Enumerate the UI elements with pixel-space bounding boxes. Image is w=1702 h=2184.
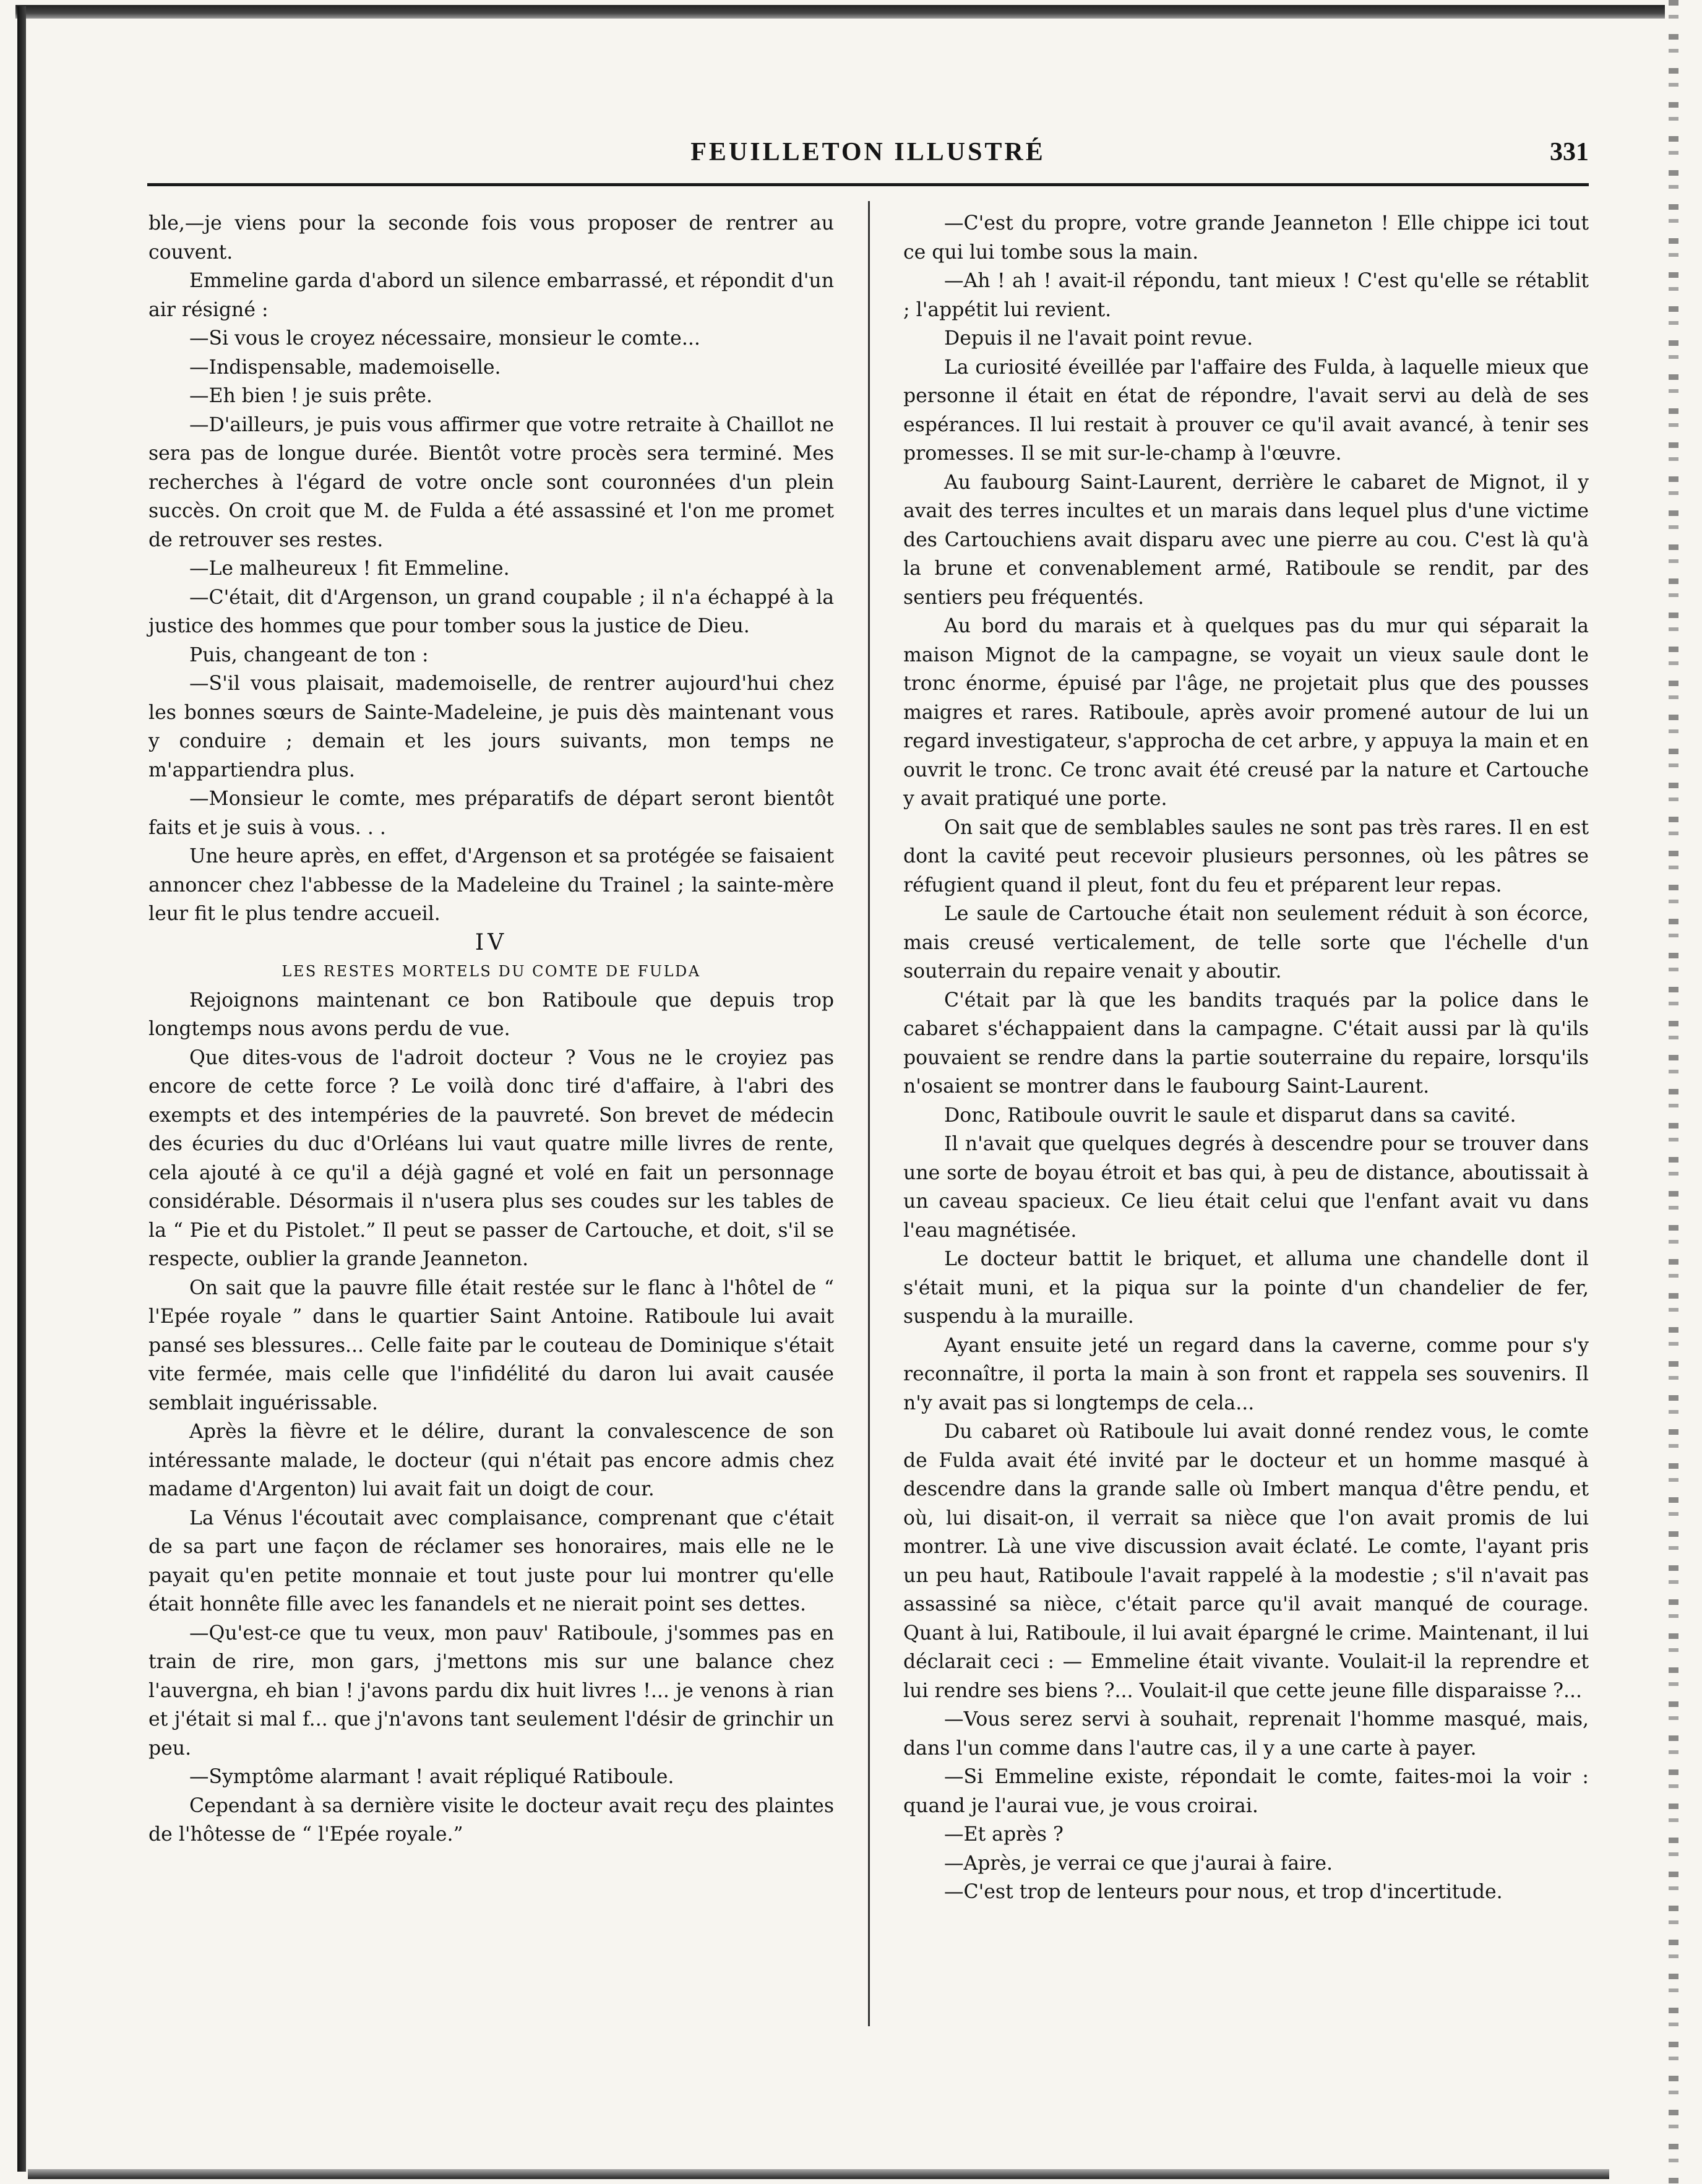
paragraph: Cependant à sa dernière visite le docteur avait reçu des plaintes de l'hôtesse de “ l'Epée royale.” — [148, 1794, 834, 1846]
paragraph: —Et après ? — [944, 1823, 1064, 1846]
paragraph: Donc, Ratiboule ouvrit le saule et disparut dans sa cavité. — [944, 1104, 1516, 1127]
scan-edge-right — [1669, 0, 1678, 2184]
scan-edge-top — [15, 5, 1665, 19]
paragraph: Le docteur battit le briquet, et alluma une chandelle dont il s'était muni, et la piqua sur la pointe d'un chandelier de fer, suspendu à la muraille. — [903, 1248, 1589, 1328]
paragraph: —C'est trop de lenteurs pour nous, et trop d'incertitude. — [944, 1881, 1503, 1903]
paragraph: C'était par là que les bandits traqués par la police dans le cabaret s'échappaient dans la campagne. C'était aussi par là qu'ils pouvaient se rendre dans la partie souterraine du repaire, lorsqu'ils n'osaient se montrer dans le faubourg Saint-Laurent. — [903, 989, 1589, 1098]
paragraph: —Après, je verrai ce que j'aurai à faire. — [944, 1852, 1333, 1875]
paragraph: —Indispensable, mademoiselle. — [189, 356, 501, 379]
paragraph: Que dites-vous de l'adroit docteur ? Vous ne le croyiez pas encore de cette force ? Le voilà donc tiré d'affaire, à l'abri des exempts et des intempéries de la pauvreté. Son brevet de médecin des écuries du duc d'Orléans lui vaut quatre mille livres de rente, cela ajouté à ce qu'il a déjà gagné et volé en fait un personnage considérable. Désormais il n'usera plus ses coudes sur les tables de la “ Pie et du Pistolet.” Il peut se passer de Cartouche, et doit, s'il se respecte, oublier la grande Jeanneton. — [148, 1046, 834, 1270]
right-column — [903, 209, 1589, 1907]
left-column — [148, 209, 834, 1849]
paragraph: Il n'avait que quelques degrés à descendre pour se trouver dans une sorte de boyau étroit et bas qui, à peu de distance, aboutissait à un caveau spacieux. Ce lieu était celui que l'enfant avait vu dans l'eau magnétisée. — [903, 1133, 1589, 1242]
paragraph: —Monsieur le comte, mes préparatifs de départ seront bientôt faits et je suis à vous. . . — [148, 788, 834, 839]
paragraph: Le saule de Cartouche était non seulement réduit à son écorce, mais creusé verticalement, de telle sorte que l'échelle d'un souterrain du repaire venait y aboutir. — [903, 903, 1589, 982]
running-title: FEUILLETON ILLUSTRÉ — [690, 138, 1046, 166]
paragraph: —Symptôme alarmant ! avait répliqué Ratiboule. — [189, 1766, 674, 1788]
paragraph: Depuis il ne l'avait point revue. — [944, 327, 1253, 350]
scan-edge-left — [17, 6, 26, 2172]
paragraph: Emmeline garda d'abord un silence embarrassé, et répondit d'un air résigné : — [148, 270, 834, 321]
chapter-title: LES RESTES MORTELS DU COMTE DE FULDA — [282, 963, 701, 980]
paragraph: On sait que la pauvre fille était restée sur le flanc à l'hôtel de “ l'Epée royale ” dans le quartier Saint Antoine. Ratiboule lui avait pansé ses blessures... Celle faite par le couteau de Dominique s'était vite fermée, mais celle que l'infidélité du daron lui avait causée semblait inguérissable. — [148, 1276, 834, 1414]
paragraph: —S'il vous plaisait, mademoiselle, de rentrer aujourd'hui chez les bonnes sœurs de Sainte-Madeleine, je puis dès maintenant vous y conduire ; demain et les jours suivants, mon temps ne m'appartiendra plus. — [148, 673, 834, 781]
page-header — [147, 137, 1589, 174]
paragraph: —Eh bien ! je suis prête. — [189, 385, 432, 407]
paragraph: —Qu'est-ce que tu veux, mon pauv' Ratiboule, j'sommes pas en train de rire, mon gars, j'mettons mis sur une balance chez l'auvergna, eh bian ! j'avons pardu dix huit livres !... je venons à rian et j'était si mal f... que j'n'avons tant seulement l'désir de grinchir un peu. — [148, 1622, 834, 1760]
paragraph: Au bord du marais et à quelques pas du mur qui séparait la maison Mignot de la campagne, se voyait un vieux saule dont le tronc énorme, épuisé par l'âge, ne projetait plus que des pousses maigres et rares. Ratiboule, après avoir promené autour de lui un regard investigateur, s'approcha de cet arbre, y appuya la main et en ouvrit le tronc. Ce tronc avait été creusé par la nature et Cartouche y avait pratiqué une porte. — [903, 615, 1589, 810]
paragraph: La Vénus l'écoutait avec complaisance, comprenant que c'était de sa part une façon de réclamer ses honoraires, mais elle ne le payait qu'en petite monnaie et tout juste pour lui montrer qu'elle était honnête fille avec les fanandels et ne nierait point ses dettes. — [148, 1507, 834, 1615]
paragraph: —C'était, dit d'Argenson, un grand coupable ; il n'a échappé à la justice des hommes que pour tomber sous la justice de Dieu. — [148, 586, 834, 637]
paragraph: Après la fièvre et le délire, durant la convalescence de son intéressante malade, le docteur (qui n'était pas encore admis chez madame d'Argenton) lui avait fait un doigt de cour. — [148, 1421, 834, 1500]
paragraph: Une heure après, en effet, d'Argenson et sa protégée se faisaient annoncer chez l'abbesse de la Madeleine du Trainel ; la sainte-mère leur fit le plus tendre accueil. — [148, 845, 834, 925]
paragraph: —Si vous le croyez nécessaire, monsieur le comte... — [189, 327, 700, 350]
paragraph: Rejoignons maintenant ce bon Ratiboule que depuis trop longtemps nous avons perdu de vue. — [148, 989, 834, 1040]
header-rule — [147, 183, 1589, 186]
paragraph: Ayant ensuite jeté un regard dans la caverne, comme pour s'y reconnaître, il porta la main à son front et rappela ses souvenirs. Il n'y avait pas si longtemps de cela... — [903, 1334, 1589, 1414]
paragraph: Du cabaret où Ratiboule lui avait donné rendez vous, le comte de Fulda avait été invité par le docteur et un homme masqué à descendre dans la grande salle où Imbert manqua d'être pendu, et où, lui disait-on, il verrait sa nièce que l'on avait promis de lui montrer. Là une vive discussion avait éclaté. Le comte, l'ayant pris un peu haut, Ratiboule l'avait rappelé à la modestie ; s'il n'avait pas assassiné sa nièce, c'était parce qu'il avait manqué de courage. Quant à lui, Ratiboule, il lui avait épargné le crime. Maintenant, il lui déclarait ceci : — Emmeline était vivante. Voulait-il la reprendre et lui rendre ses biens ?... Voulait-il que cette jeune fille disparaisse ?... — [903, 1421, 1589, 1702]
paragraph: Au faubourg Saint-Laurent, derrière le cabaret de Mignot, il y avait des terres incultes et un marais dans lequel plus d'une victime des Cartouchiens avait disparu avec une pierre au cou. C'est là qu'à la brune et convenablement armé, Ratiboule se rendit, par des sentiers peu fréquentés. — [903, 471, 1589, 609]
paragraph: ble,—je viens pour la seconde fois vous proposer de rentrer au couvent. — [148, 212, 834, 264]
paragraph: —Vous serez servi à souhait, reprenait l'homme masqué, mais, dans l'un comme dans l'autre cas, il y a une carte à payer. — [903, 1708, 1589, 1760]
column-divider — [868, 201, 870, 2026]
paragraph: On sait que de semblables saules ne sont pas très rares. Il en est dont la cavité peut recevoir plusieurs personnes, où les pâtres se réfugient quand il pleut, font du feu et préparent leur repas. — [903, 816, 1589, 896]
paragraph: —D'ailleurs, je puis vous affirmer que votre retraite à Chaillot ne sera pas de longue durée. Bientôt votre procès sera terminé. Mes recherches à l'égard de votre oncle sont couronnées d'un plein succès. On croit que M. de Fulda a été assassiné et l'on me promet de retrouver ses restes. — [148, 413, 834, 551]
scan-edge-bottom — [28, 2169, 1609, 2179]
newspaper-page — [147, 124, 1589, 2042]
page-number: 331 — [1550, 138, 1589, 166]
paragraph: —C'est du propre, votre grande Jeanneton ! Elle chippe ici tout ce qui lui tombe sous la main. — [903, 212, 1589, 264]
paragraph: Puis, changeant de ton : — [189, 643, 429, 666]
paragraph: La curiosité éveillée par l'affaire des Fulda, à laquelle mieux que personne il était en état de répondre, l'avait servi au delà de ses espérances. Il lui restait à prouver ce qu'il avait avancé, à tenir ses promesses. Il se mit sur-le-champ à l'œuvre. — [903, 356, 1589, 465]
paragraph: —Ah ! ah ! avait-il répondu, tant mieux ! C'est qu'elle se rétablit ; l'appétit lui revient. — [903, 270, 1589, 321]
paragraph: —Le malheureux ! fit Emmeline. — [189, 557, 510, 580]
chapter-number: IV — [475, 929, 508, 955]
paragraph: —Si Emmeline existe, répondait le comte, faites-moi la voir : quand je l'aurai vue, je vous croirai. — [903, 1766, 1589, 1817]
